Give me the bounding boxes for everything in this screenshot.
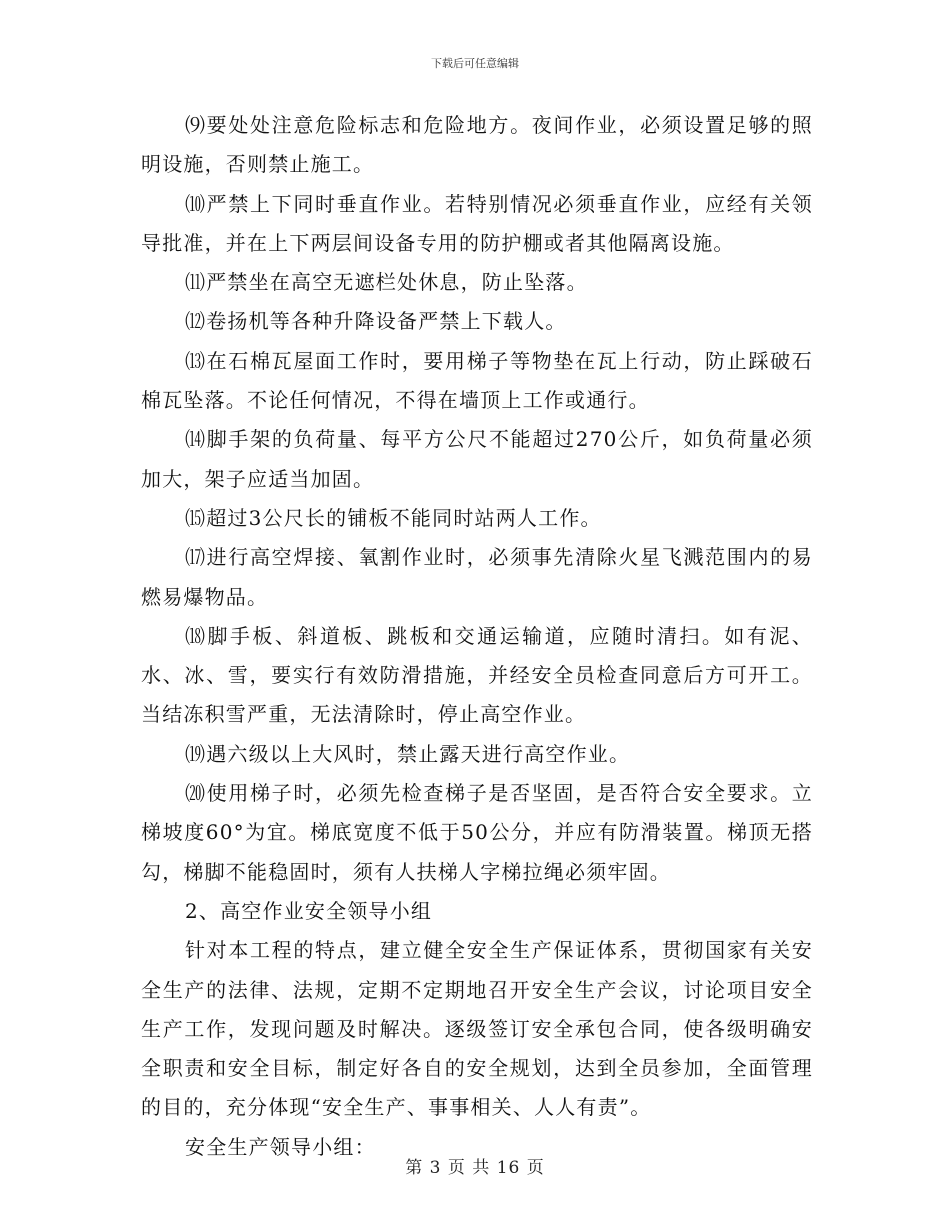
page-header-note: 下载后可任意编辑 (431, 57, 519, 70)
page-number-footer: 第 3 页 共 16 页 (405, 1158, 545, 1178)
paragraph-item-18: ⒅脚手板、斜道板、跳板和交通运输道，应随时清扫。如有泥、水、冰、雪，要实行有效防滑措施，并经安全员检查同意后方可开工。当结冻积雪严重，无法清除时，停止高空作业。 (141, 623, 813, 727)
document-body (141, 106, 813, 1167)
paragraph-item-14: ⒁脚手架的负荷量、每平方公尺不能超过270公斤，如负荷量必须加大，架子应适当加固。 (141, 427, 813, 491)
paragraph-item-12: ⑿卷扬机等各种升降设备严禁上下载人。 (185, 309, 567, 334)
section-body-paragraph: 针对本工程的特点，建立健全安全生产保证体系，贯彻国家有关安全生产的法律、法规，定期不定期地召开安全生产会议，讨论项目安全生产工作，发现问题及时解决。逐级签订安全承包合同，使各级明确安全职责和安全目标，制定好各自的安全规划，达到全员参加，全面管理的目的，充分体现“安全生产、事事相关、人人有责”。 (141, 938, 813, 1120)
leadership-group-label: 安全生产领导小组： (185, 1134, 376, 1159)
paragraph-item-17: ⒄进行高空焊接、氧割作业时，必须事先清除火星飞溅范围内的易燃易爆物品。 (141, 545, 813, 609)
paragraph-item-13: ⒀在石棉瓦屋面工作时，要用梯子等物垫在瓦上行动，防止踩破石棉瓦坠落。不论任何情况，不得在墙顶上工作或通行。 (141, 348, 813, 413)
section-heading: 2、高空作业安全领导小组 (185, 898, 433, 923)
paragraph-item-11: ⑾严禁坐在高空无遮栏处休息，防止坠落。 (185, 270, 588, 295)
paragraph-item-9: ⑼要处处注意危险标志和危险地方。夜间作业，必须设置足够的照明设施，否则禁止施工。 (141, 113, 813, 177)
paragraph-item-15: ⒂超过3公尺长的铺板不能同时站两人工作。 (185, 505, 602, 530)
paragraph-item-10: ⑽严禁上下同时垂直作业。若特别情况必须垂直作业，应经有关领导批准，并在上下两层间设备专用的防护棚或者其他隔离设施。 (141, 191, 813, 255)
paragraph-item-19: ⒆遇六级以上大风时，禁止露天进行高空作业。 (185, 741, 631, 766)
paragraph-item-20: ⒇使用梯子时，必须先检查梯子是否坚固，是否符合安全要求。立梯坡度60°为宜。梯底宽度不低于50公分，并应有防滑装置。梯顶无搭勾，梯脚不能稳固时，须有人扶梯人字梯拉绳必须牢固。 (141, 781, 813, 884)
